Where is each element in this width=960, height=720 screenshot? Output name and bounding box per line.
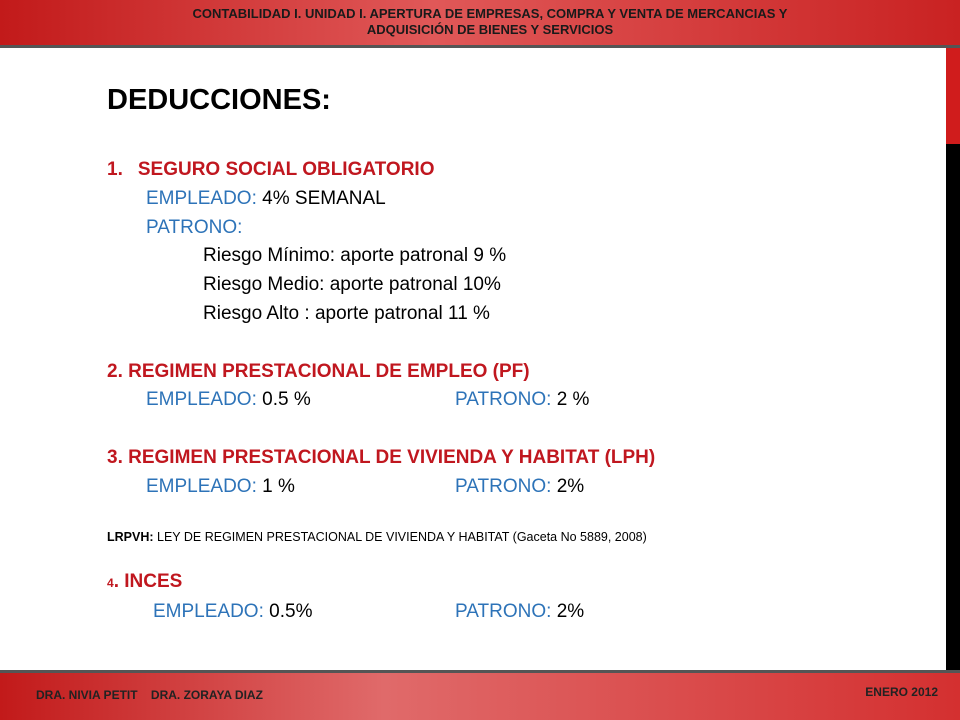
section4-empleado [153,601,312,623]
section3-patrono-label: PATRONO: [455,476,552,497]
section4-empleado-value: 0.5% [263,601,313,622]
section2-patrono [455,389,589,411]
section1-number: 1. [107,159,123,180]
section4-title-text: . INCES [113,571,183,592]
slide-heading: DEDUCCIONES: [107,84,331,116]
course-title-line1: CONTABILIDAD I. UNIDAD I. APERTURA DE EMPRESAS, COMPRA Y VENTA DE MERCANCIAS Y [192,6,788,21]
risk-medio: Riesgo Medio: aporte patronal 10% [203,274,501,295]
section1-title [107,159,435,181]
section1-empleado-value: 4% SEMANAL [256,188,386,209]
footer-banner [0,670,960,720]
section2-empleado-label: EMPLEADO: [146,389,257,410]
section2-patrono-value: 2 % [551,389,590,410]
section4-patrono [455,601,584,623]
section4-title [107,571,182,593]
section4-patrono-label: PATRONO: [455,601,552,622]
section3-patrono [455,476,584,498]
section3-empleado [146,476,295,498]
footer-authors: DRA. NIVIA PETIT DRA. ZORAYA DIAZ [36,688,263,702]
lrpvh-abbr: LRPVH: [107,530,154,544]
section3-patrono-value: 2% [551,476,585,497]
section1-patrono-label: PATRONO: [146,217,243,238]
section3-empleado-label: EMPLEADO: [146,476,257,497]
section4-empleado-label: EMPLEADO: [153,601,264,622]
section1-title-text: SEGURO SOCIAL OBLIGATORIO [137,159,435,180]
section3-empleado-value: 1 % [256,476,295,497]
section1-empleado [146,188,386,210]
section4-number: 4 [107,576,114,590]
right-accent-black [946,144,960,670]
section1-empleado-label: EMPLEADO: [146,188,257,209]
course-title-line2: ADQUISICIÓN DE BIENES Y SERVICIOS [366,22,614,37]
risk-minimo: Riesgo Mínimo: aporte patronal 9 % [203,245,507,266]
right-accent-red [946,48,960,144]
section2-title: 2. REGIMEN PRESTACIONAL DE EMPLEO (PF) [107,361,530,382]
section3-title: 3. REGIMEN PRESTACIONAL DE VIVIENDA Y HABITAT (LPH) [107,447,656,468]
section2-empleado-value: 0.5 % [256,389,311,410]
section4-patrono-value: 2% [551,601,585,622]
section2-patrono-label: PATRONO: [455,389,552,410]
footer-date: ENERO 2012 [865,685,938,699]
risk-alto: Riesgo Alto : aporte patronal 11 % [203,303,490,324]
lrpvh-text: LEY DE REGIMEN PRESTACIONAL DE VIVIENDA Y HABITAT (Gaceta No 5889, 2008) [153,530,647,544]
lrpvh-note [107,530,647,544]
